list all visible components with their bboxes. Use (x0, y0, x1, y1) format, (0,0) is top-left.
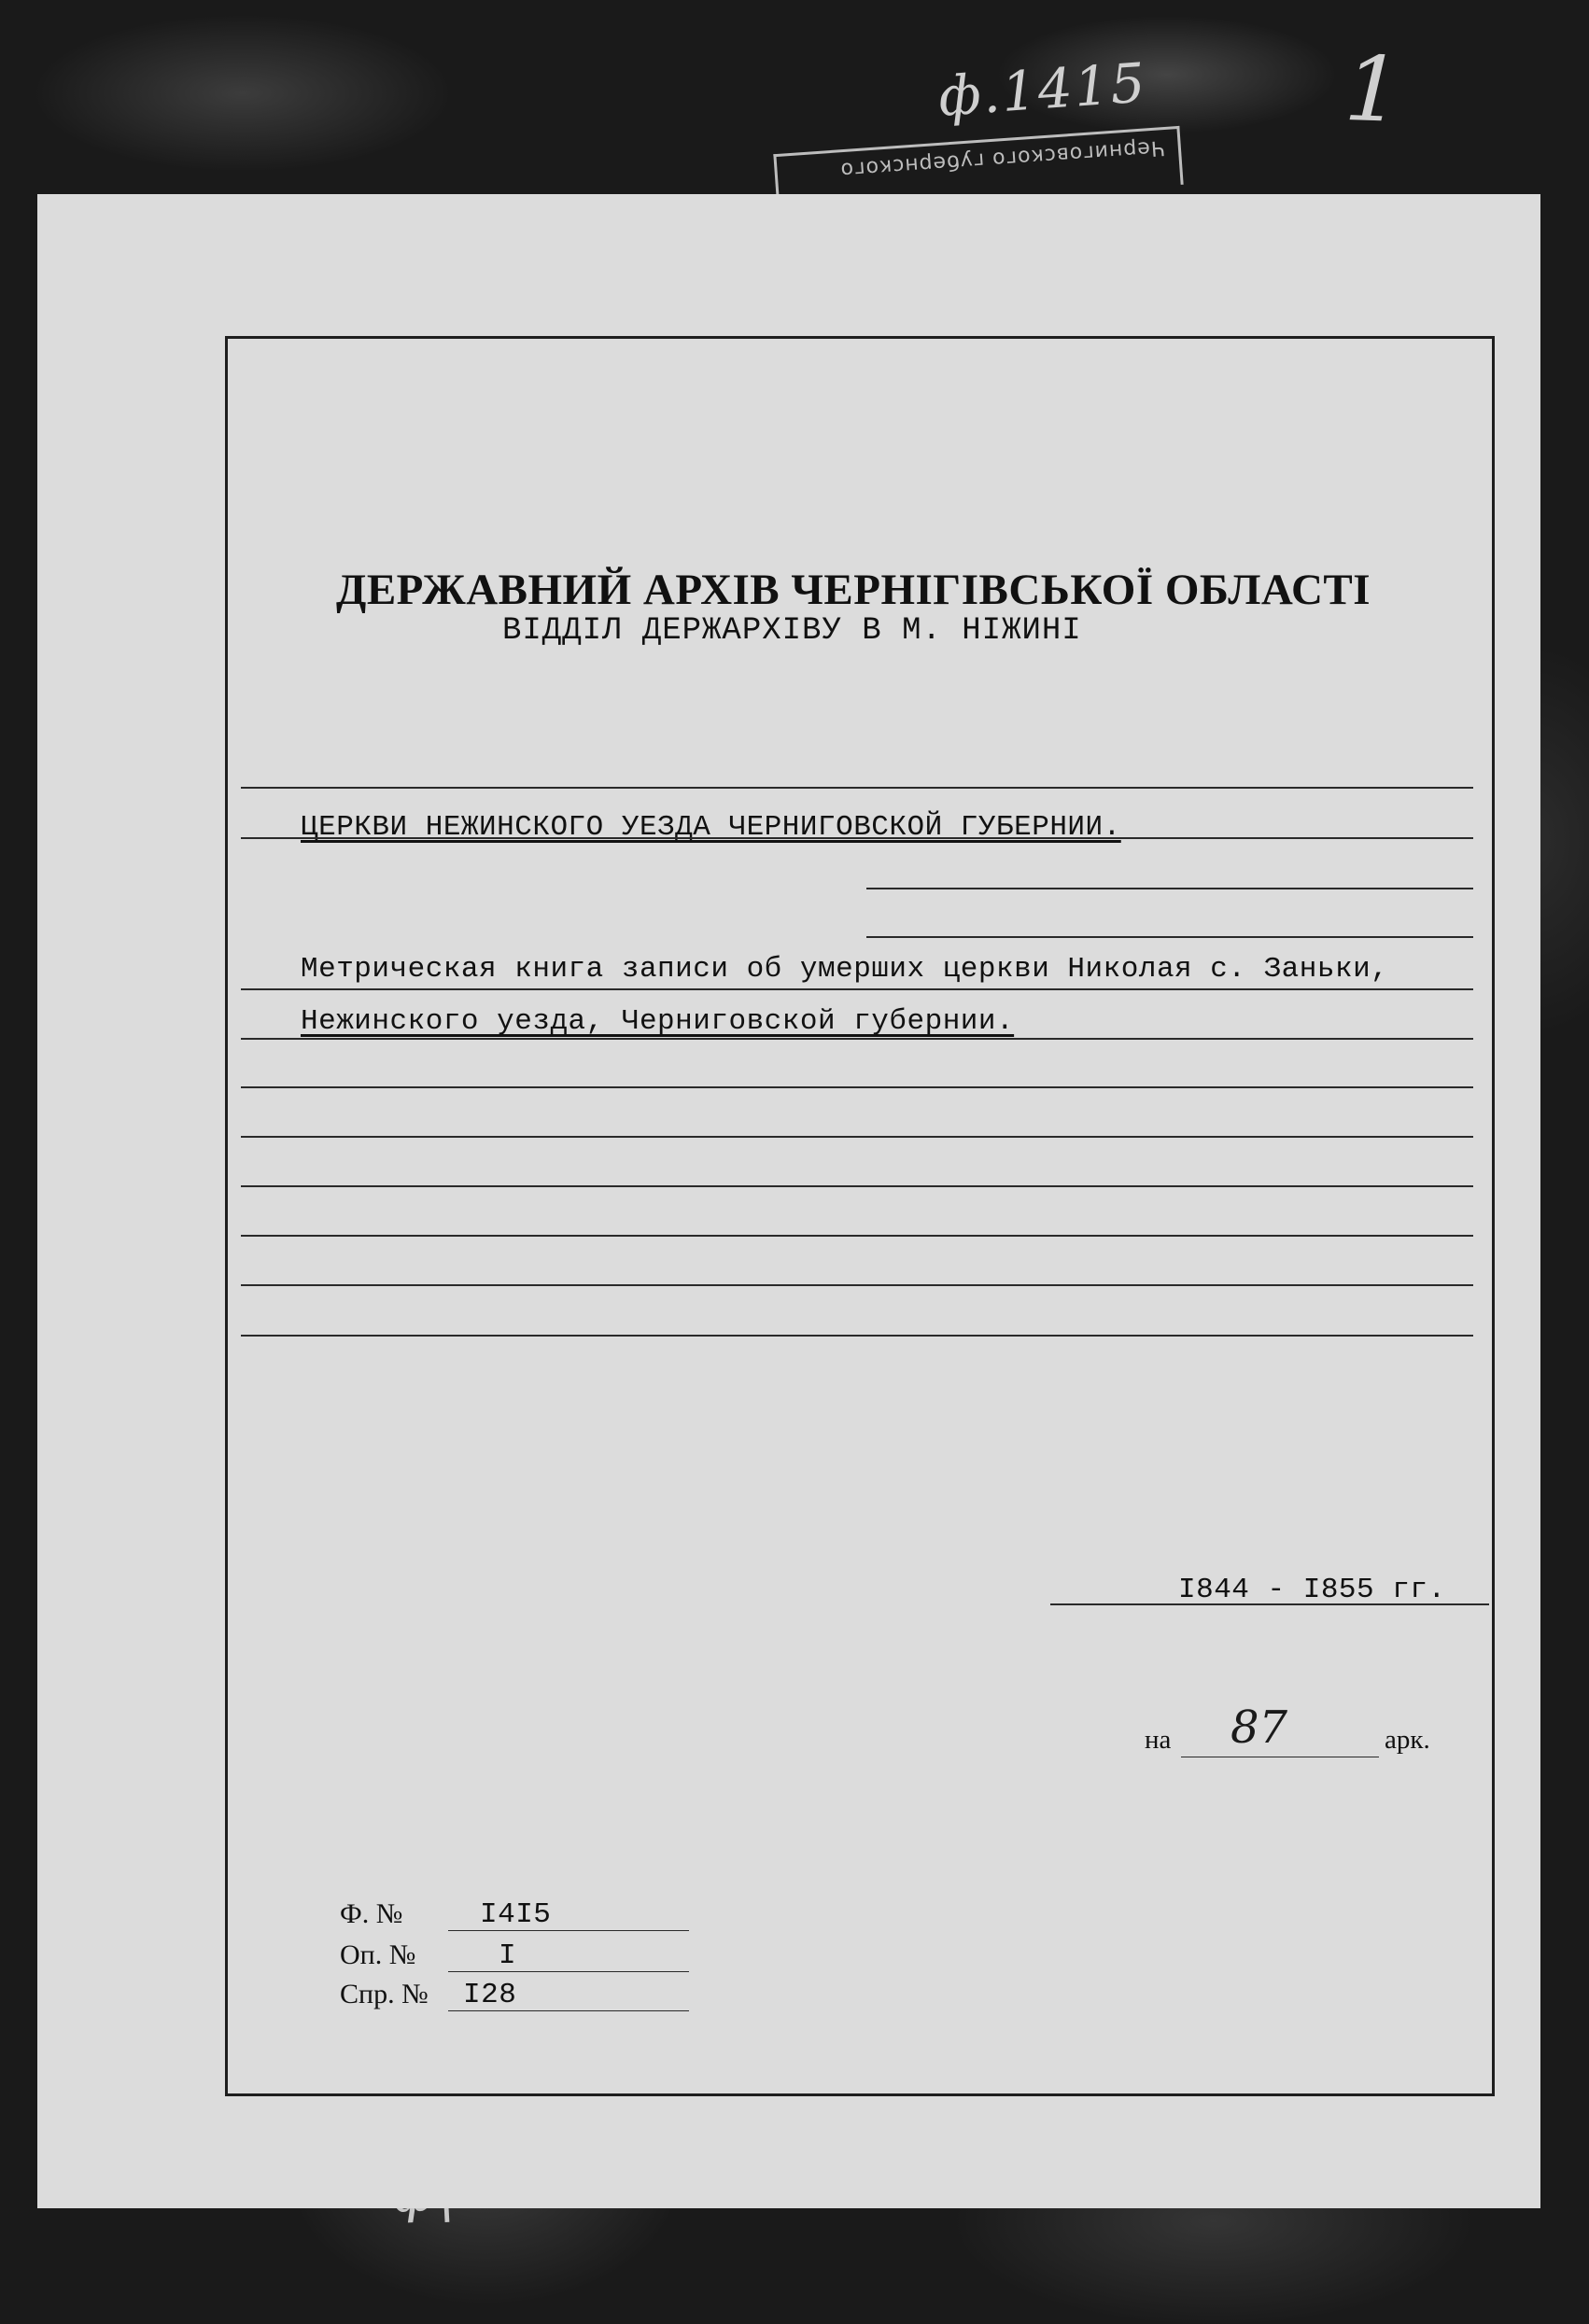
form-rule (241, 988, 1473, 990)
form-rule (241, 1284, 1473, 1286)
form-rule (866, 888, 1473, 889)
sheets-suffix: арк. (1385, 1725, 1430, 1755)
description-line-2: Нежинского уезда, Черниговской губернии. (301, 1005, 1015, 1038)
old-cover-stamp-text: Черниговского губернского (838, 135, 1166, 182)
fond-label: Ф. № (340, 1898, 403, 1929)
form-rule (241, 1235, 1473, 1237)
form-rule (241, 1335, 1473, 1337)
form-rule (866, 936, 1473, 938)
form-rule (241, 1185, 1473, 1187)
fund-name: ЦЕРКВИ НЕЖИНСКОГО УЕЗДА ЧЕРНИГОВСКОЙ ГУБЕРНИИ. (301, 811, 1121, 844)
sprava-label: Спр. № (340, 1979, 429, 2009)
archive-title: ДЕРЖАВНИЙ АРХІВ ЧЕРНІГІВСЬКОЇ ОБЛАСТІ (336, 566, 1371, 614)
margin-fond-reference-top: ф.1415 (935, 50, 1149, 129)
form-rule (448, 1971, 689, 1972)
sprava-number: I28 (463, 1979, 517, 2011)
archive-department: ВІДДІЛ ДЕРЖАРХІВУ В М. НІЖИНІ (502, 613, 1082, 649)
form-rule (241, 1136, 1473, 1138)
sheets-count: 87 (1230, 1701, 1288, 1754)
form-rule (1050, 1603, 1489, 1605)
form-rule (241, 787, 1473, 789)
description-line-1: Метрическая книга записи об умерших церкви Николая с. Заньки, (301, 953, 1389, 986)
fond-number: I4I5 (480, 1898, 552, 1931)
form-rule (241, 837, 1473, 839)
form-rule (448, 2010, 689, 2011)
margin-page-number: 1 (1343, 35, 1404, 144)
opys-number: I (499, 1939, 517, 1972)
form-rule (241, 1038, 1473, 1040)
form-rule (448, 1930, 689, 1931)
form-rule (241, 1086, 1473, 1088)
date-range: I844 - I855 гг. (1178, 1574, 1446, 1606)
opys-label: Оп. № (340, 1939, 416, 1970)
sheets-prefix: на (1145, 1725, 1172, 1755)
